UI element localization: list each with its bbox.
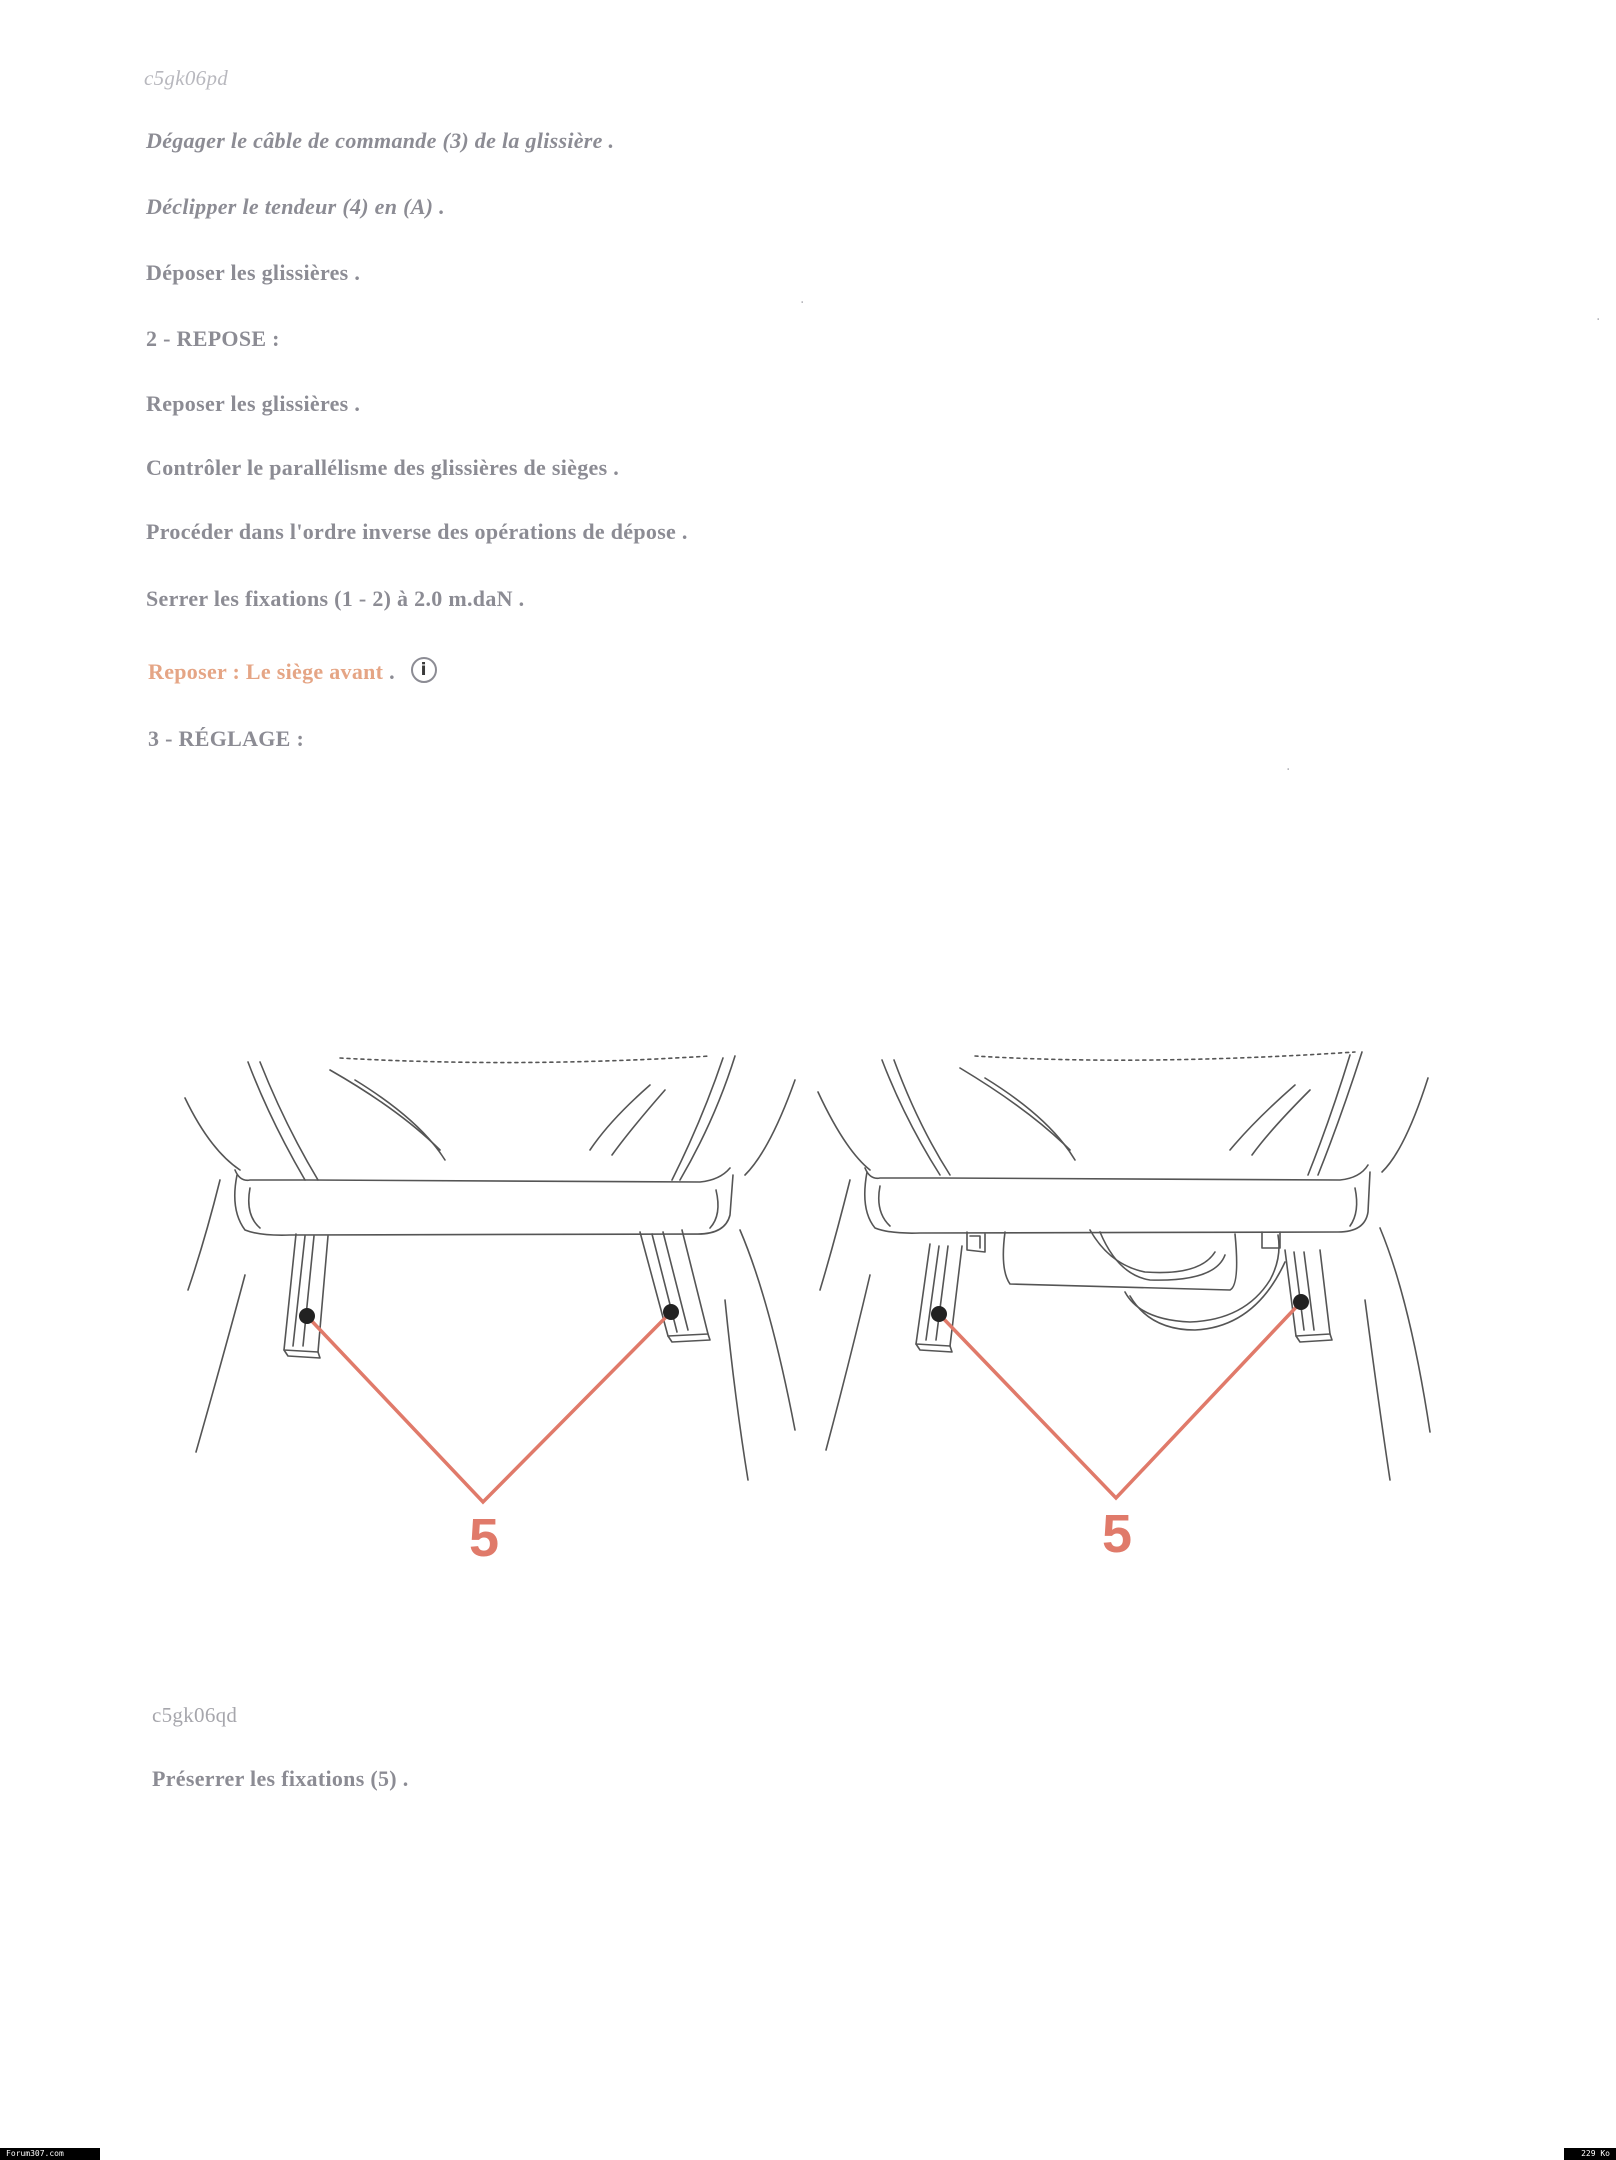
info-icon[interactable]: i	[411, 657, 437, 683]
callout-label-right: 5	[1101, 1504, 1133, 1564]
step-pretighten-fixings: Préserrer les fixations (5) .	[152, 1766, 409, 1791]
callout-label-left: 5	[468, 1508, 500, 1568]
step-refit-rails: Reposer les glissières .	[146, 391, 361, 416]
figure-reference-top: c5gk06pd	[144, 66, 229, 90]
step-check-parallelism: Contrôler le parallélisme des glissières de sièges .	[146, 455, 620, 480]
scan-speck: ·	[800, 295, 805, 311]
seat-left-illustration	[185, 1056, 795, 1480]
step-release-cable: Dégager le câble de commande (3) de la glissière .	[146, 128, 615, 153]
refit-seat-link[interactable]: Reposer : Le siège avant	[148, 659, 384, 684]
step-tighten-fixings: Serrer les fixations (1 - 2) à 2.0 m.daN .	[146, 586, 525, 611]
step-unclip-tensioner: Déclipper le tendeur (4) en (A) .	[146, 194, 445, 219]
leader-line-left-seat	[307, 1312, 671, 1502]
scan-speck: ·	[1596, 312, 1601, 328]
footer-source-bar: Forum307.com	[0, 2148, 100, 2160]
scan-speck: ·	[1286, 762, 1291, 778]
fixing-dot-left-2	[663, 1304, 679, 1320]
section-heading-adjust: 3 - RÉGLAGE :	[148, 726, 305, 751]
fixing-dot-right-1	[931, 1306, 947, 1322]
step-reverse-order: Procéder dans l'ordre inverse des opérations de dépose .	[146, 519, 688, 544]
footer-size-bar: 229 Ko	[1564, 2148, 1616, 2160]
fixing-dot-right-2	[1293, 1294, 1309, 1310]
section-heading-refit: 2 - REPOSE :	[146, 326, 280, 351]
seat-right-illustration	[818, 1052, 1430, 1480]
figure-reference-bottom: c5gk06qd	[152, 1703, 238, 1727]
leader-line-right-seat	[939, 1302, 1301, 1498]
fixing-dot-left-1	[299, 1308, 315, 1324]
step-remove-rails: Déposer les glissières .	[146, 260, 361, 285]
refit-seat-link-suffix: .	[389, 659, 395, 684]
